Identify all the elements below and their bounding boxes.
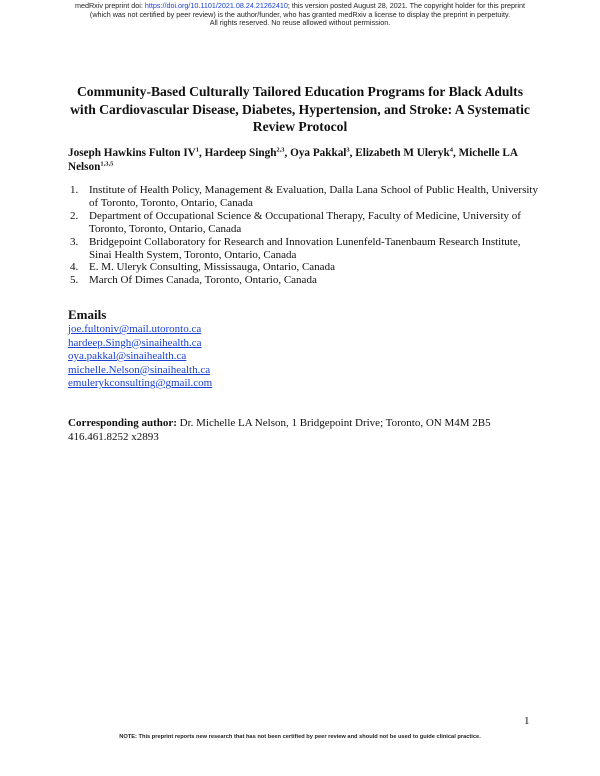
corresponding-address: Dr. Michelle LA Nelson, 1 Bridgepoint Drive; Toronto, ON M4M 2B5: [176, 417, 491, 429]
email-link[interactable]: emulerykconsulting@gmail.com: [68, 377, 213, 389]
affiliation-item: [70, 261, 540, 274]
medrxiv-header: [0, 2, 600, 28]
author-affil-sup: 1,3,5: [100, 159, 114, 167]
email-link[interactable]: oya.pakkal@sinaihealth.ca: [68, 350, 187, 362]
affiliation-number: 1.: [70, 184, 79, 196]
affiliation-number: 3.: [70, 235, 79, 248]
author-name: Oya Pakkal: [290, 147, 347, 159]
email-link[interactable]: hardeep.Singh@sinaihealth.ca: [68, 336, 202, 349]
header-line-3: All rights reserved. No reuse allowed without permission.: [209, 18, 391, 28]
affiliation-text: Bridgepoint Collaboratory for Research and Innovation Lunenfeld-Tanenbaum Research Institute, Sinai Health System, Toronto, Ontario, Canada: [89, 235, 521, 261]
author-sep: ,: [284, 147, 291, 159]
email-link[interactable]: joe.fultoniv@mail.utoronto.ca: [68, 323, 202, 335]
author-affil-sup: 4: [449, 146, 453, 154]
affiliation-number: 4.: [70, 261, 79, 274]
author-list: [68, 147, 532, 174]
affiliation-item: [70, 236, 540, 262]
doi-link[interactable]: https://doi.org/10.1101/2021.08.24.21262410: [144, 1, 288, 10]
affiliation-item: [70, 274, 540, 287]
author-sep: ,: [452, 147, 459, 159]
author-name: Elizabeth M Uleryk: [355, 147, 450, 159]
author-affil-sup: 2,3: [276, 146, 285, 154]
affiliation-number: 5.: [70, 274, 79, 287]
author-name: Hardeep Singh: [204, 147, 277, 159]
corresponding-author: [68, 416, 538, 444]
author-sep: ,: [199, 147, 205, 159]
corresponding-phone: 416.461.8252 x2893: [68, 431, 159, 443]
paper-title: Community-Based Culturally Tailored Education Programs for Black Adults with Cardiovascular Disease, Diabetes, Hypertension, and Stroke: A Systematic Review Protocol: [70, 84, 530, 135]
affiliation-item: [70, 210, 540, 236]
page-number: 1: [524, 715, 530, 727]
corresponding-label: Corresponding author:: [68, 417, 177, 429]
affiliation-text: Institute of Health Policy, Management & Evaluation, Dalla Lana School of Public Health, University of Toronto, Toronto, Ontario, Canada: [89, 184, 538, 209]
author-name: Michelle LA Nelson: [68, 147, 518, 173]
author-affil-sup: 1: [195, 146, 200, 154]
header-prefix: medRxiv preprint doi:: [74, 1, 145, 10]
preprint-footer-note: NOTE: This preprint reports new research that has not been certified by peer review and should not be used to guide clinical practice.: [119, 734, 481, 740]
email-link[interactable]: michelle.Nelson@sinaihealth.ca: [68, 363, 211, 376]
emails-heading: Emails: [68, 307, 107, 322]
affiliation-item: [70, 184, 540, 210]
affiliation-number: 2.: [70, 209, 79, 222]
affiliation-text: Department of Occupational Science & Occupational Therapy, Faculty of Medicine, University of Toronto, Toronto, Ontario, Canada: [89, 209, 521, 235]
affiliation-list: [70, 184, 540, 287]
affiliation-text: E. M. Uleryk Consulting, Mississauga, Ontario, Canada: [89, 261, 335, 274]
header-suffix: ; this version posted August 28, 2021. The copyright holder for this preprint: [287, 1, 526, 10]
author-sep: ,: [349, 147, 356, 159]
author-affil-sup: 3: [346, 146, 350, 154]
affiliation-text: March Of Dimes Canada, Toronto, Ontario, Canada: [89, 274, 317, 287]
author-name: Joseph Hawkins Fulton IV: [68, 147, 196, 159]
header-line-2: (which was not certified by peer review) is the author/funder, who has granted medRxiv a license to display the preprint in perpetuity.: [89, 9, 511, 19]
email-list: [68, 323, 212, 391]
